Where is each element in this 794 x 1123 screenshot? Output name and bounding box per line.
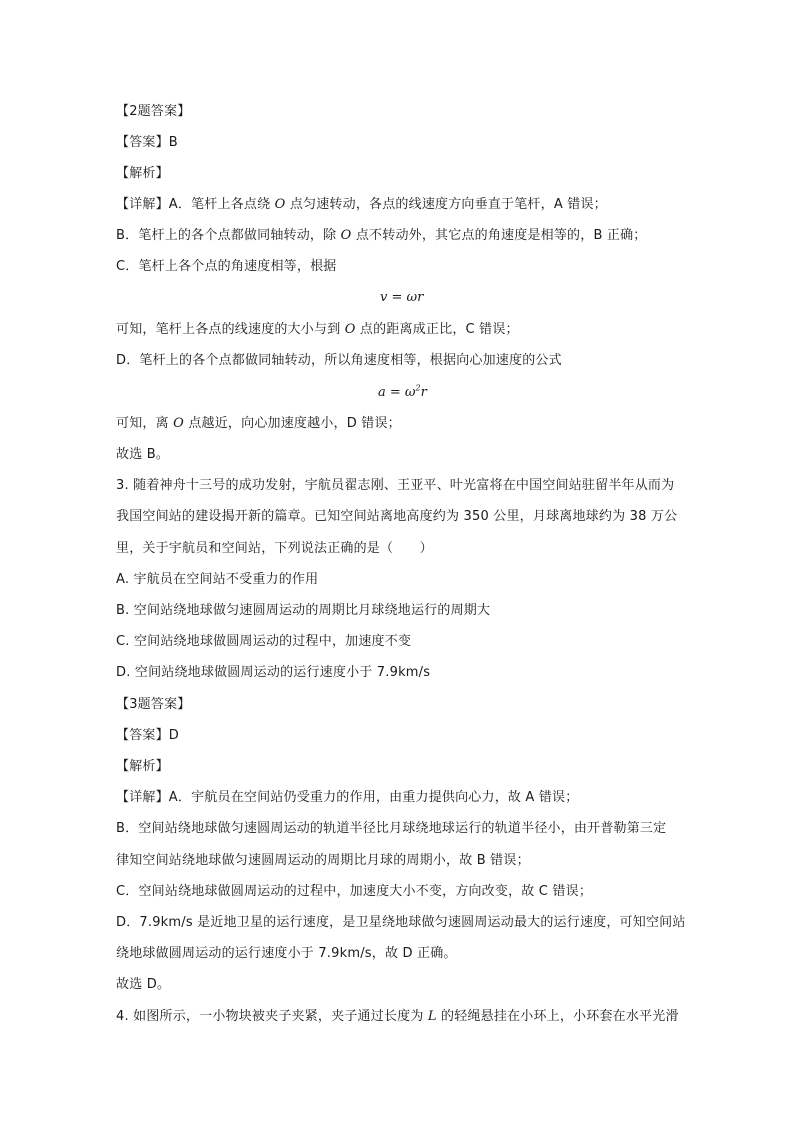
q2-detail-a [116,197,607,213]
formula-v-omega-r: v = ωr [380,290,424,305]
q2-detail-a-var: O [274,197,286,212]
q2-detail-b-suffix: 点不转动外，其它点的角速度是相等的，B 正确； [351,228,647,243]
q3-option-a: A. 宇航员在空间站不受重力的作用 [116,572,319,587]
q3-option-b: B. 空间站绕地球做匀速圆周运动的周期比月球绕地运行的周期大 [116,603,491,618]
q2-detail-b-var: O [340,228,352,243]
q2-analysis-label: 【解析】 [116,166,169,181]
q3-analysis-label: 【解析】 [116,759,169,774]
q2-detail-c-var: O [344,322,356,337]
q4-stem-var: L [427,1009,437,1024]
q2-detail-d: D．笔杆上的各个点都做同轴转动，所以角速度相等，根据向心加速度的公式 [116,353,562,368]
q2-answer-header: 【2题答案】 [116,104,191,119]
q4-stem-prefix: 4. 如图所示，一小物块被夹子夹紧，夹子通过长度为 [116,1009,428,1024]
q3-answer: 【答案】D [116,728,180,743]
q3-conclusion: 故选 D。 [116,977,171,992]
q3-detail-c: C．空间站绕地球做圆周运动的过程中，加速度大小不变，方向改变，故 C 错误； [116,884,593,899]
q3-option-d: D. 空间站绕地球做圆周运动的运行速度小于 7.9km/s [116,665,431,680]
q3-detail-b: B．空间站绕地球做匀速圆周运动的轨道半径比月球绕地球运行的轨道半径小，由开普勒第三定 [116,821,667,836]
q2-detail-b-prefix: B．笔杆上的各个点都做同轴转动，除 [116,228,341,243]
q2-detail-c-prefix: 可知，笔杆上各点的线速度的大小与到 [116,322,345,337]
q3-detail-d-cont: 绕地球做圆周运动的运行速度小于 7.9km/s，故 D 正确。 [116,946,457,961]
q3-stem-line-1: 3. 随着神舟十三号的成功发射，宇航员翟志刚、王亚平、叶光富将在中国空间站驻留半年从而为 [116,478,675,493]
q4-stem-line-1 [116,1009,679,1025]
q2-detail-a-prefix: 【详解】A．笔杆上各点绕 [116,197,275,212]
q2-conclusion: 故选 B。 [116,447,170,462]
q2-detail-d-var: O [173,416,184,431]
formula-a-base: a = ω [378,385,416,400]
q2-detail-a-suffix: 点匀速转动，各点的线速度方向垂直于笔杆，A 错误； [285,197,607,212]
q3-stem-line-2: 我国空间站的建设揭开新的篇章。已知空间站离地高度约为 350 公里，月球离地球约为 38 万公 [116,509,678,524]
formula-a-tail: r [420,385,427,400]
q2-answer: 【答案】B [116,135,178,150]
q2-detail-c: C．笔杆上各个点的角速度相等，根据 [116,259,337,274]
q3-option-c: C. 空间站绕地球做圆周运动的过程中，加速度不变 [116,634,412,649]
q3-detail-a: 【详解】A．宇航员在空间站仍受重力的作用，由重力提供向心力，故 A 错误； [116,790,579,805]
q2-detail-c-suffix: 点的距离成正比，C 错误； [355,322,519,337]
q3-detail-b-cont: 律知空间站绕地球做匀速圆周运动的周期比月球的周期小，故 B 错误； [116,853,530,868]
q2-detail-d-cont [116,416,401,432]
formula-a-exponent: 2 [415,383,421,393]
q2-detail-d-prefix: 可知，离 [116,416,174,431]
q2-detail-c-cont [116,322,519,338]
q3-answer-header: 【3题答案】 [116,697,191,712]
formula-a-omega2-r [378,385,427,401]
q2-detail-d-suffix: 点越近，向心加速度越小，D 错误； [184,416,401,431]
q3-stem-line-3: 里，关于宇航员和空间站，下列说法正确的是（ ） [116,541,433,556]
q3-detail-d: D．7.9km/s 是近地卫星的运行速度，是卫星绕地球做匀速圆周运动最大的运行速度，可知空间站 [116,915,686,930]
q2-detail-b [116,228,647,244]
q4-stem-suffix: 的轻绳悬挂在小环上，小环套在水平光滑 [436,1009,679,1024]
